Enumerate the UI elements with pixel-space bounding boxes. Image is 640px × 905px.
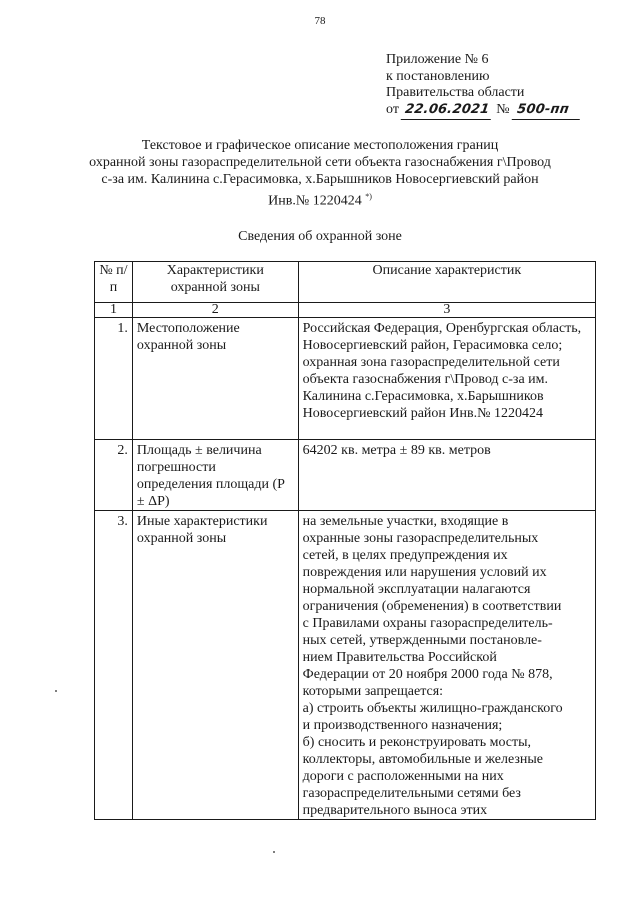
date-prefix: от [386,101,399,117]
row-number: 3. [95,511,133,820]
column-number-3: 3 [298,303,595,318]
row-characteristic: Площадь ± величина погрешности определения площади (Р ± ΔР) [132,440,298,511]
description-line: повреждения или нарушения условий их [302,565,547,580]
row-description: 64202 кв. метра ± 89 кв. метров [298,440,595,511]
document-title [80,137,560,210]
appendix-block [386,52,581,119]
row-description [298,511,595,820]
description-line: б) сносить и реконструировать мосты, [302,735,532,750]
title-line-1: Текстовое и графическое описание местоположения границ [141,138,499,153]
row-characteristic: Местоположение охранной зоны [132,318,298,440]
table-row [95,440,596,511]
section-title: Сведения об охранной зоне [238,229,402,244]
description-line: охранные зоны газораспределительных [302,531,539,546]
row-number: 1. [95,318,133,440]
description-line: коллекторы, автомобильные и железные [302,752,544,767]
number-prefix: № [496,101,510,117]
description-line: которыми запрещается: [302,684,444,699]
appendix-line-3: Правительства области [386,85,525,100]
appendix-date-line [386,102,581,120]
header-col-characteristics: Характеристики охранной зоны [132,262,298,303]
description-line: и производственного назначения; [302,718,503,733]
zone-info-table [94,261,596,820]
title-line-3: с-за им. Калинина с.Герасимовка, х.Барышников Новосергиевский район [101,172,539,187]
page-number: 78 [314,15,326,27]
description-line: газораспределительными сетями без [302,786,521,801]
row-description: Российская Федерация, Оренбургская область, Новосергиевский район, Герасимовка село; охранная зона газораспределительной сети объекта газоснабжения г\Провод с-за им. Калинина с.Герасимовка, х.Барышников Новосергиевский район Инв.№ 1220424 [298,318,595,440]
column-number-1: 1 [95,303,133,318]
appendix-line-1: Приложение № 6 [386,52,489,67]
footnote-mark: *) [365,192,372,201]
appendix-line-2: к постановлению [386,68,490,84]
header-col-number: № п/п [95,262,133,303]
handwritten-number: 500-пп [512,102,582,120]
column-number-2: 2 [132,303,298,318]
header-col-description: Описание характеристик [298,262,595,303]
description-line: сетей, в целях предупреждения их [302,548,508,563]
scan-speck [55,690,57,692]
description-line: предварительного выноса этих [302,803,488,818]
row-characteristic: Иные характеристики охранной зоны [132,511,298,820]
description-line: нием Правительства Российской [302,650,497,665]
handwritten-date: 22.06.2021 [401,102,494,120]
table-row [95,318,596,440]
table-row [95,511,596,820]
row-number: 2. [95,440,133,511]
description-line: Федерации от 20 ноября 2000 года № 878, [302,667,553,682]
description-line: ных сетей, утвержденными постановле- [302,633,542,648]
description-line: на земельные участки, входящие в [302,514,509,529]
description-line: нормальной эксплуатации налагаются [302,582,531,597]
title-line-4 [80,188,560,210]
description-line: ограничения (обременения) в соответствии [302,599,562,614]
scan-speck [273,851,275,853]
title-line-2: охранной зоны газораспределительной сети объекта газоснабжения г\Провод [89,155,551,170]
description-line: с Правилами охраны газораспределитель- [302,616,553,631]
inventory-number: Инв.№ 1220424 [268,193,362,209]
table-header-row [95,262,596,303]
column-numbers-row [95,303,596,318]
description-line: дороги с расположенными на них [302,769,504,784]
description-line: а) строить объекты жилищно-гражданского [302,701,563,716]
